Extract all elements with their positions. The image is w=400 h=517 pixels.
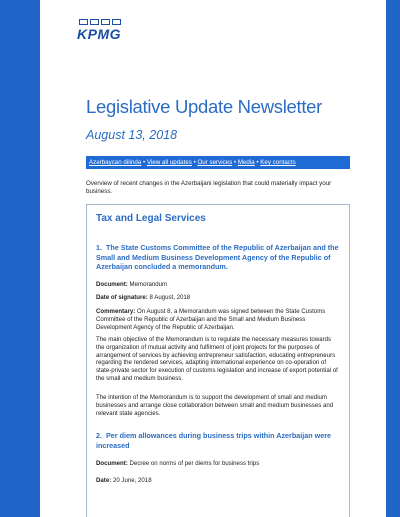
nav-link-azerbaijani[interactable]: Azərbaycan dilində — [89, 159, 142, 166]
right-blue-border — [386, 0, 400, 517]
page-title: Legislative Update Newsletter — [86, 96, 323, 117]
kpmg-logo-boxes-icon — [79, 19, 121, 25]
newsletter-date: August 13, 2018 — [86, 128, 178, 142]
item-1-paragraph-2: The intention of the Memorandum is to support the development of small and medium businesses and arrange close collaboration between small and medium businesses and relevant state agencies. — [96, 394, 334, 417]
kpmg-logo: KPMG — [77, 26, 121, 42]
item-heading-2[interactable]: 2. Per diem allowances during business trips within Azerbaijan were increased — [96, 431, 332, 450]
nav-bar: Azərbaycan dilində • View all updates • Our services • Media • Key contacts — [86, 156, 350, 169]
item-1-commentary: Commentary: On August 8, a Memorandum was signed between the State Customs Committee of the Republic of Azerbaijan and the Small and Medium Business Development Agency of the Republic of Azerbaijan. — [96, 308, 326, 331]
item-heading-1[interactable]: 1. The State Customs Committee of the Republic of Azerbaijan and the Small and Medium Business Development Agency of the Republic of Azerbaijan concluded a memorandum. — [96, 243, 339, 271]
left-blue-border — [0, 0, 40, 517]
section-title: Tax and Legal Services — [96, 213, 206, 224]
nav-link-our-services[interactable]: Our services — [197, 159, 233, 166]
newsletter-summary: Overview of recent changes in the Azerbaijani legislation that could materially impact your business. — [86, 180, 332, 195]
item-1-document: Document: Memorandum — [96, 281, 168, 288]
nav-link-view-all-updates[interactable]: View all updates — [146, 159, 192, 166]
nav-link-key-contacts[interactable]: Key contacts — [260, 159, 296, 166]
item-2-document: Document: Decree on norms of per diems for business trips — [96, 460, 260, 467]
nav-link-media[interactable]: Media — [237, 159, 255, 166]
item-1-paragraph-1: The main objective of the Memorandum is to regulate the necessary measures towards the organization of mutual activity and fulfilment of joint projects for the purposes of arrangement of services by achieving entrepreneur satisfaction, educating entrepreneurs regarding the rendered services, adapting international experience on co-operation of state-private sector for execution of customs legislation and increase of export potential of the small and medium business. — [96, 336, 338, 382]
item-1-date: Date of signature: 8 August, 2018 — [96, 294, 191, 301]
newsletter-page — [68, 0, 344, 517]
item-2-date: Date: 20 June, 2018 — [96, 477, 152, 484]
